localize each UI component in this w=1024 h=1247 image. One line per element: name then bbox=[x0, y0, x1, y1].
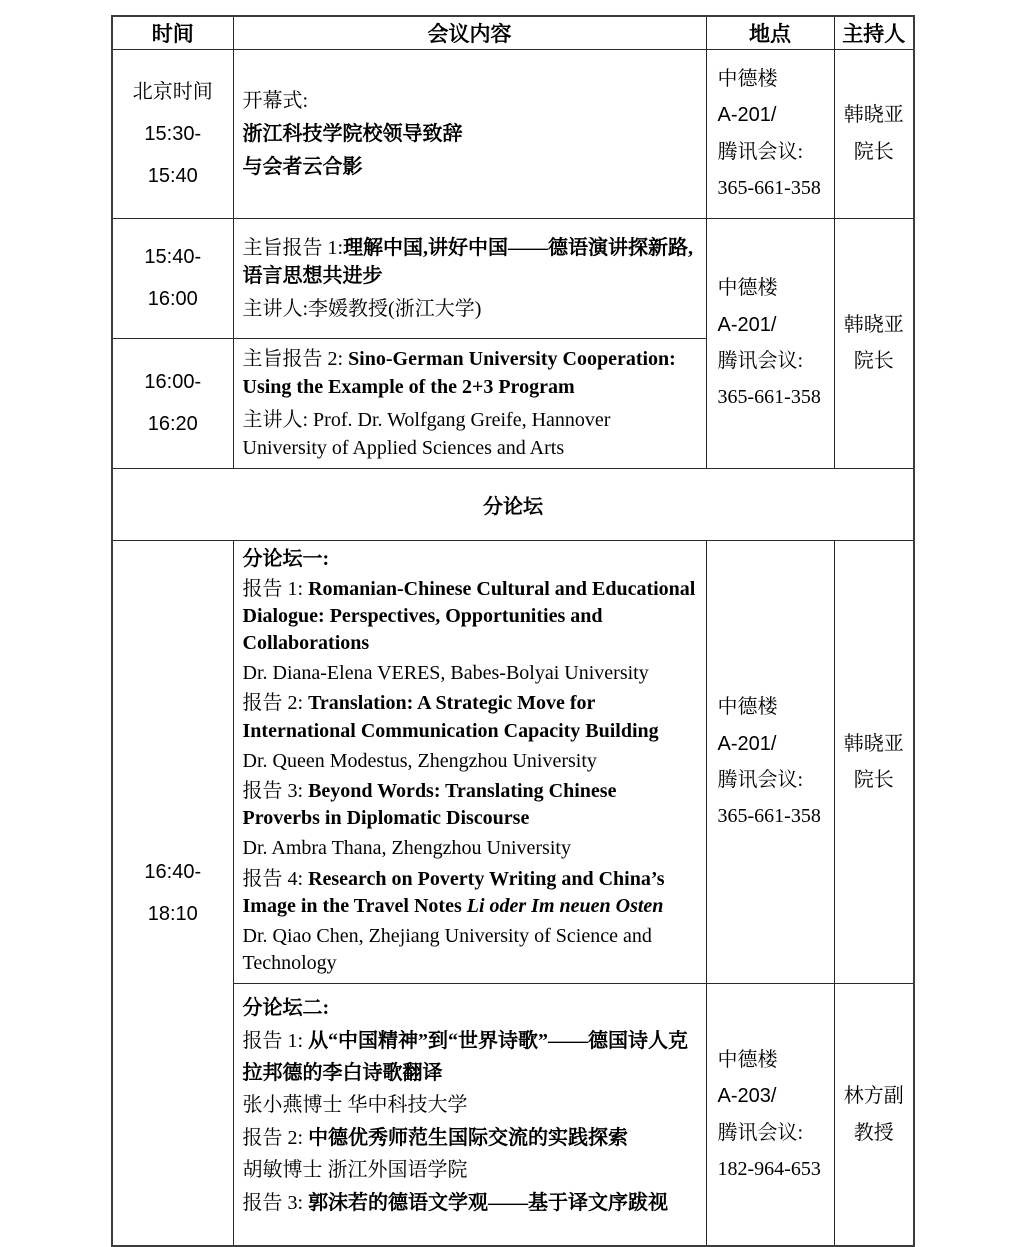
content-cell-keynote1 bbox=[233, 218, 706, 338]
host-cell-forum1 bbox=[834, 540, 914, 984]
text-line: 16:00- bbox=[144, 371, 202, 393]
text-line: 林方副 bbox=[843, 1085, 904, 1108]
text-line: 腾讯会议: bbox=[717, 140, 804, 163]
text-line: 15:40 bbox=[147, 164, 198, 187]
paragraph bbox=[243, 1089, 696, 1121]
text-segment: Beyond Words: Translating Chinese Proverbs in Diplomatic Discourse bbox=[242, 780, 617, 830]
text-segment: 报告 3: bbox=[242, 780, 309, 802]
text-segment: 分论坛一: bbox=[242, 547, 330, 570]
paragraph bbox=[243, 748, 696, 775]
paragraph bbox=[243, 576, 696, 658]
text-segment: 主旨报告 2: bbox=[242, 347, 349, 370]
text-line: 韩晓亚 bbox=[843, 313, 904, 336]
content-cell-keynote2 bbox=[233, 338, 706, 468]
paragraph bbox=[243, 866, 696, 920]
text-segment: Romanian-Chinese Cultural and Educational Dialogue: Perspectives, Opportunities and Collaborations bbox=[242, 577, 696, 655]
header-row bbox=[112, 16, 914, 49]
paragraph bbox=[243, 120, 696, 148]
text-segment: 胡敏博士 浙江外国语学院 bbox=[242, 1159, 468, 1182]
col-header-time: 时间 bbox=[112, 16, 233, 49]
host-cell-keynotes bbox=[834, 218, 914, 468]
content-cell-forum1 bbox=[233, 540, 706, 984]
text-segment: 报告 2: bbox=[242, 692, 309, 715]
time-cell-keynote1 bbox=[112, 218, 233, 338]
col-header-host: 主持人 bbox=[834, 16, 914, 49]
text-segment: 分论坛二: bbox=[242, 997, 330, 1020]
paragraph bbox=[243, 295, 696, 323]
text-line: 中德楼 bbox=[717, 67, 778, 90]
paragraph bbox=[243, 546, 696, 573]
text-segment: 报告 1: bbox=[242, 1029, 309, 1052]
content-cell-forum2 bbox=[233, 984, 706, 1246]
text-line: 韩晓亚 bbox=[843, 104, 904, 127]
location-cell-opening bbox=[706, 49, 834, 218]
col-header-location: 地点 bbox=[706, 16, 834, 49]
text-line: 韩晓亚 bbox=[843, 732, 904, 755]
paragraph bbox=[243, 1025, 696, 1090]
text-segment: 主讲人:李媛教授(浙江大学) bbox=[242, 297, 482, 320]
text-segment: Research on Poverty Writing and China’s Image in the Travel Notes bbox=[242, 867, 665, 917]
time-cell-keynote2 bbox=[112, 338, 233, 468]
text-line: 18:10 bbox=[147, 902, 198, 925]
text-segment: 报告 4: bbox=[242, 867, 309, 890]
text-segment: 理解中国,讲好中国——德语演讲探新路,语言思想共进步 bbox=[242, 236, 694, 287]
paragraph bbox=[243, 835, 696, 862]
text-line: 16:40- bbox=[144, 860, 202, 883]
text-line: 院长 bbox=[853, 350, 894, 372]
paragraph bbox=[243, 406, 696, 462]
paragraph bbox=[243, 87, 696, 115]
text-line: 365-661-358 bbox=[717, 176, 821, 199]
host-cell-forum2 bbox=[834, 984, 914, 1246]
text-line: A-201/ bbox=[717, 104, 777, 127]
text-segment: 从“中国精神”到“世界诗歌”——德国诗人克拉邦德的李白诗歌翻译 bbox=[242, 1029, 689, 1085]
paragraph bbox=[243, 992, 696, 1024]
content-cell-opening bbox=[233, 49, 706, 218]
text-segment: 报告 1: bbox=[242, 577, 309, 600]
section-row-forums bbox=[112, 468, 914, 540]
location-cell-forum1 bbox=[706, 540, 834, 984]
table-row-keynote1 bbox=[112, 218, 914, 338]
text-segment: Dr. Qiao Chen, Zhejiang University of Science and Technology bbox=[242, 924, 652, 975]
text-segment: 报告 3: bbox=[242, 1191, 309, 1214]
table-row-forum1 bbox=[112, 540, 914, 984]
table-row-opening bbox=[112, 49, 914, 218]
text-line: 16:20 bbox=[147, 413, 198, 435]
paragraph bbox=[243, 153, 696, 181]
paragraph bbox=[243, 1122, 696, 1154]
section-title: 分论坛 bbox=[112, 468, 914, 540]
text-line: 16:00 bbox=[147, 288, 198, 310]
text-line: 腾讯会议: bbox=[717, 1121, 804, 1144]
text-segment: Sino-German University Cooperation: Using the Example of the 2+3 Program bbox=[242, 347, 676, 398]
text-line: A-203/ bbox=[717, 1085, 777, 1108]
text-line: 院长 bbox=[853, 140, 894, 163]
paragraph bbox=[243, 345, 696, 401]
text-line: A-201/ bbox=[717, 732, 777, 755]
time-cell-forums bbox=[112, 540, 233, 1246]
text-segment: 浙江科技学院校领导致辞 bbox=[242, 122, 463, 145]
host-cell-opening bbox=[834, 49, 914, 218]
text-line: 365-661-358 bbox=[717, 805, 821, 828]
text-segment: Translation: A Strategic Move for International Communication Capacity Building bbox=[242, 692, 659, 742]
col-header-content: 会议内容 bbox=[233, 16, 706, 49]
text-line: 腾讯会议: bbox=[717, 768, 804, 791]
text-line: 365-661-358 bbox=[717, 386, 821, 409]
text-segment: 主讲人: Prof. Dr. Wolfgang Greife, Hannover University of Applied Sciences and Arts bbox=[242, 408, 611, 459]
text-line: 15:40- bbox=[144, 246, 202, 268]
paragraph bbox=[243, 778, 696, 832]
location-cell-keynotes bbox=[706, 218, 834, 468]
paragraph bbox=[243, 660, 696, 687]
paragraph bbox=[243, 234, 696, 290]
text-line: 182-964-653 bbox=[717, 1157, 821, 1180]
text-line: 北京时间 bbox=[132, 80, 213, 103]
paragraph bbox=[243, 1154, 696, 1186]
text-line: 中德楼 bbox=[717, 696, 778, 719]
paragraph bbox=[243, 1187, 696, 1219]
text-segment: 郭沫若的德语文学观——基于译文序跋视 bbox=[308, 1191, 669, 1214]
text-segment: Dr. Diana-Elena VERES, Babes-Bolyai University bbox=[242, 662, 649, 685]
time-cell-opening bbox=[112, 49, 233, 218]
text-segment: 主旨报告 1: bbox=[242, 236, 344, 259]
conference-schedule-table bbox=[111, 15, 915, 1247]
text-segment: 中德优秀师范生国际交流的实践探索 bbox=[308, 1126, 629, 1149]
text-line: 中德楼 bbox=[717, 277, 778, 300]
paragraph bbox=[243, 923, 696, 977]
text-segment: Dr. Ambra Thana, Zhengzhou University bbox=[242, 837, 571, 860]
text-segment: 与会者云合影 bbox=[242, 155, 363, 178]
text-line: 教授 bbox=[853, 1121, 894, 1144]
text-segment: Dr. Queen Modestus, Zhengzhou University bbox=[242, 749, 597, 772]
text-line: 院长 bbox=[853, 768, 894, 791]
paragraph bbox=[243, 690, 696, 744]
text-segment: 开幕式: bbox=[242, 89, 309, 112]
text-line: 中德楼 bbox=[717, 1048, 778, 1071]
location-cell-forum2 bbox=[706, 984, 834, 1246]
text-line: A-201/ bbox=[717, 313, 777, 336]
table-row-forum2 bbox=[112, 984, 914, 1246]
text-segment: 报告 2: bbox=[242, 1126, 309, 1149]
text-segment: Li oder Im neuen Osten bbox=[466, 894, 664, 917]
text-line: 15:30- bbox=[144, 122, 202, 145]
text-segment: 张小燕博士 华中科技大学 bbox=[242, 1094, 468, 1117]
text-line: 腾讯会议: bbox=[717, 350, 804, 372]
